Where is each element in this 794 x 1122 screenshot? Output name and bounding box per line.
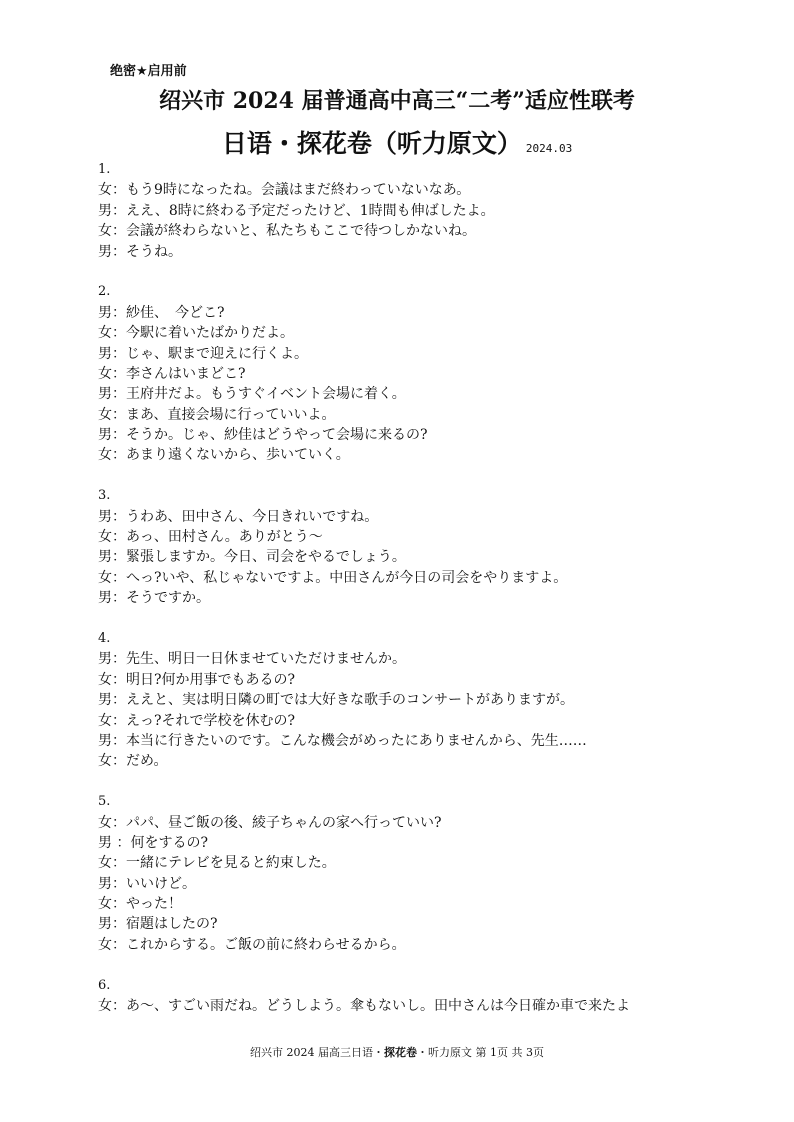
dialogue-line: 男：先生、明日一日休ませていただけませんか。 bbox=[98, 651, 406, 668]
dialogue-line: 女：あ～、すごい雨だね。どうしよう。傘もないし。田中さんは今日確か車で来たよ bbox=[98, 998, 630, 1015]
section-gap bbox=[98, 609, 738, 629]
section-number: 4. bbox=[98, 630, 111, 646]
dialogue-line: 男：ええと、実は明日隣の町では大好きな歌手のコンサートがありますが。 bbox=[98, 692, 574, 709]
section-gap bbox=[98, 262, 738, 282]
section-gap bbox=[98, 955, 738, 975]
dialogue-line: 男：紗佳、 今どこ? bbox=[98, 304, 225, 321]
dialogue-line: 女：やった！ bbox=[98, 896, 182, 913]
dialogue-line: 女：一緒にテレビを見ると約束した。 bbox=[98, 855, 336, 872]
dialogue-line: 女：今駅に着いたばかりだよ。 bbox=[98, 325, 294, 342]
dialogue-line: 女：李さんはいまどこ? bbox=[98, 365, 246, 382]
section-gap bbox=[98, 466, 738, 486]
transcript-body bbox=[98, 160, 738, 1016]
dialogue-line: 女：へっ?いや、私じゃないですよ。中田さんが今日の司会をやりますよ。 bbox=[98, 569, 568, 586]
exam-title: 绍兴市 2024 届普通高中高三“二考”适应性联考 bbox=[159, 88, 635, 114]
dialogue-line: 男：うわあ、田中さん、今日きれいですね。 bbox=[98, 508, 379, 525]
page-footer bbox=[0, 1044, 794, 1060]
section-number: 5. bbox=[98, 794, 111, 810]
dialogue-line: 男：そうですか。 bbox=[98, 590, 210, 607]
section-number: 2. bbox=[98, 284, 111, 300]
section-gap bbox=[98, 772, 738, 792]
dialogue-line: 女：だめ。 bbox=[98, 753, 168, 770]
dialogue-line: 女：これからする。ご飯の前に終わらせるから。 bbox=[98, 936, 406, 953]
dialogue-line: 男 ：何をするの? bbox=[98, 834, 208, 851]
dialogue-line: 男：そうね。 bbox=[98, 243, 182, 260]
section-number: 6. bbox=[98, 977, 111, 993]
exam-date: 2024.03 bbox=[525, 142, 573, 155]
confidential-mark: 绝密★启用前 bbox=[110, 64, 187, 79]
subtitle-row bbox=[0, 124, 794, 160]
dialogue-line: 男：宿題はしたの? bbox=[98, 916, 218, 933]
dialogue-line: 女：もう9時になったね。会議はまだ終わっていないなあ。 bbox=[98, 182, 471, 199]
dialogue-line: 男：じゃ、駅まで迎えに行くよ。 bbox=[98, 345, 308, 362]
dialogue-line: 女：まあ、直接会場に行っていいよ。 bbox=[98, 406, 336, 423]
footer-prefix: 绍兴市 2024 届高三日语・ bbox=[250, 1046, 384, 1059]
dialogue-line: 女：あまり遠くないから、歩いていく。 bbox=[98, 447, 350, 464]
dialogue-line: 男：そうか。じゃ、紗佳はどうやって会場に来るの? bbox=[98, 427, 428, 444]
dialogue-line: 女：あっ、田村さん。ありがとう～ bbox=[98, 529, 323, 546]
footer-suffix: ・听力原文 第 1页 共 3页 bbox=[417, 1046, 544, 1059]
section-number: 3. bbox=[98, 488, 111, 504]
dialogue-line: 男：緊張しますか。今日、司会をやるでしょう。 bbox=[98, 549, 406, 566]
dialogue-line: 男：王府井だよ。もうすぐイベント会場に着く。 bbox=[98, 386, 406, 403]
dialogue-line: 女：明日?何か用事でもあるの? bbox=[98, 671, 296, 688]
dialogue-line: 女：えっ?それで学校を休むの? bbox=[98, 712, 296, 729]
dialogue-line: 男：本当に行きたいのです。こんな機会がめったにありませんから、先生…… bbox=[98, 732, 587, 749]
section-number: 1. bbox=[98, 162, 111, 177]
dialogue-line: 男：ええ、8時に終わる予定だったけど、1時間も伸ばしたよ。 bbox=[98, 202, 495, 219]
dialogue-line: 女：パパ、昼ご飯の後、綾子ちゃんの家へ行っていい? bbox=[98, 814, 442, 831]
dialogue-line: 女：会議が終わらないと、私たちもここで待つしかないね。 bbox=[98, 223, 476, 240]
subtitle: 日语・探花卷（听力原文） bbox=[221, 129, 522, 158]
dialogue-line: 男：いいけど。 bbox=[98, 875, 196, 892]
footer-bold: 探花卷 bbox=[384, 1046, 417, 1059]
